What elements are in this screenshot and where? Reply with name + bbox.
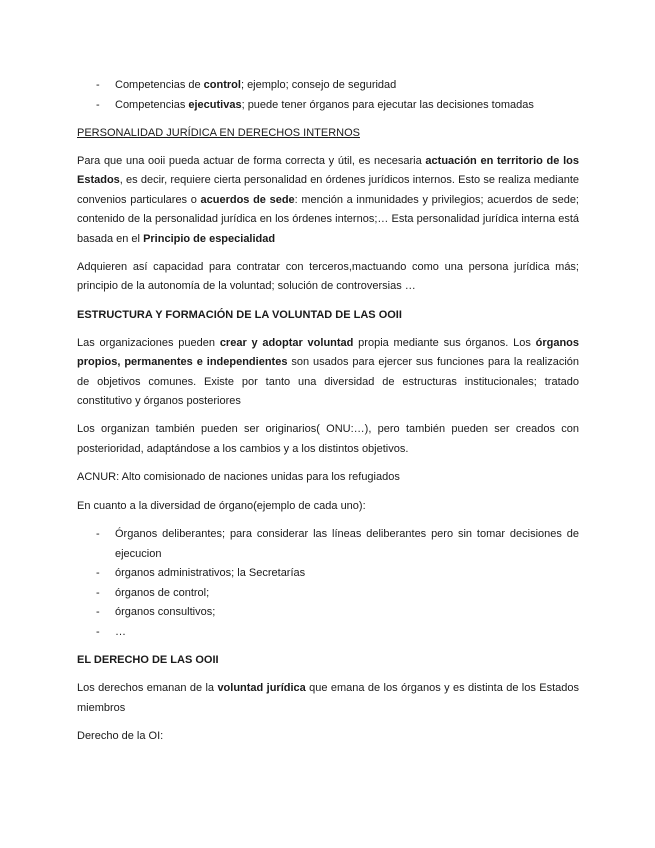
organos-list — [77, 525, 579, 642]
list-item: - Competencias de control; ejemplo; consejo de seguridad — [77, 76, 579, 96]
paragraph-capacidad: Adquieren así capacidad para contratar con terceros,mactuando como una persona jurídica más; principio de la autonomía de la voluntad; solución de controversias … — [77, 261, 579, 293]
paragraph-derechos: Los derechos emanan de la voluntad jurídica que emana de los órganos y es distinta de los Estados miembros — [77, 682, 579, 714]
heading-personalidad: PERSONALIDAD JURÍDICA EN DERECHOS INTERNOS — [77, 127, 360, 139]
list-item: - órganos administrativos; la Secretarías — [77, 564, 579, 584]
paragraph-derecho-oi: Derecho de la OI: — [77, 729, 164, 742]
list-item: - órganos de control; — [77, 584, 579, 604]
paragraph-acnur: ACNUR: Alto comisionado de naciones unidas para los refugiados — [77, 471, 400, 484]
paragraph-diversidad: En cuanto a la diversidad de órgano(ejemplo de cada uno): — [77, 499, 366, 512]
list-item: - Órganos deliberantes; para considerar las líneas deliberantes pero sin tomar decisiones de ejecucion — [77, 525, 579, 564]
heading-derecho: EL DERECHO DE LAS OOII — [77, 654, 219, 667]
paragraph-organizaciones: Las organizaciones pueden crear y adoptar voluntad propia mediante sus órganos. Los órganos propios, permanentes e independientes son usados para ejercer sus funciones para la realización de objetivos comunes. Existe por tanto una diversidad de estructuras institucionales; tratado constitutivo y órganos posteriores — [77, 336, 580, 408]
list-item: - Competencias ejecutivas; puede tener órganos para ejecutar las decisiones tomadas — [77, 96, 579, 116]
competencias-list — [77, 76, 579, 115]
heading-estructura: ESTRUCTURA Y FORMACIÓN DE LA VOLUNTAD DE LAS OOII — [77, 308, 402, 321]
paragraph-originarios: Los organizan también pueden ser originarios( ONU:…), pero también pueden ser creados con posterioridad, adaptándose a los cambios y a los distintos objetivos. — [77, 423, 579, 455]
list-item: - órganos consultivos; — [77, 603, 579, 623]
list-item: - … — [77, 623, 579, 643]
paragraph-personalidad: Para que una ooii pueda actuar de forma correcta y útil, es necesaria actuación en territorio de los Estados, es decir, requiere cierta personalidad en órdenes jurídicos internos. Esto se realiza mediante convenios particulares o acuerdos de sede: mención a inmunidades y privilegios; acuerdos de sede; contenido de la personalidad jurídica en los órdenes internos;… Esta personalidad jurídica interna está basada en el Principio de especialidad — [77, 155, 579, 245]
